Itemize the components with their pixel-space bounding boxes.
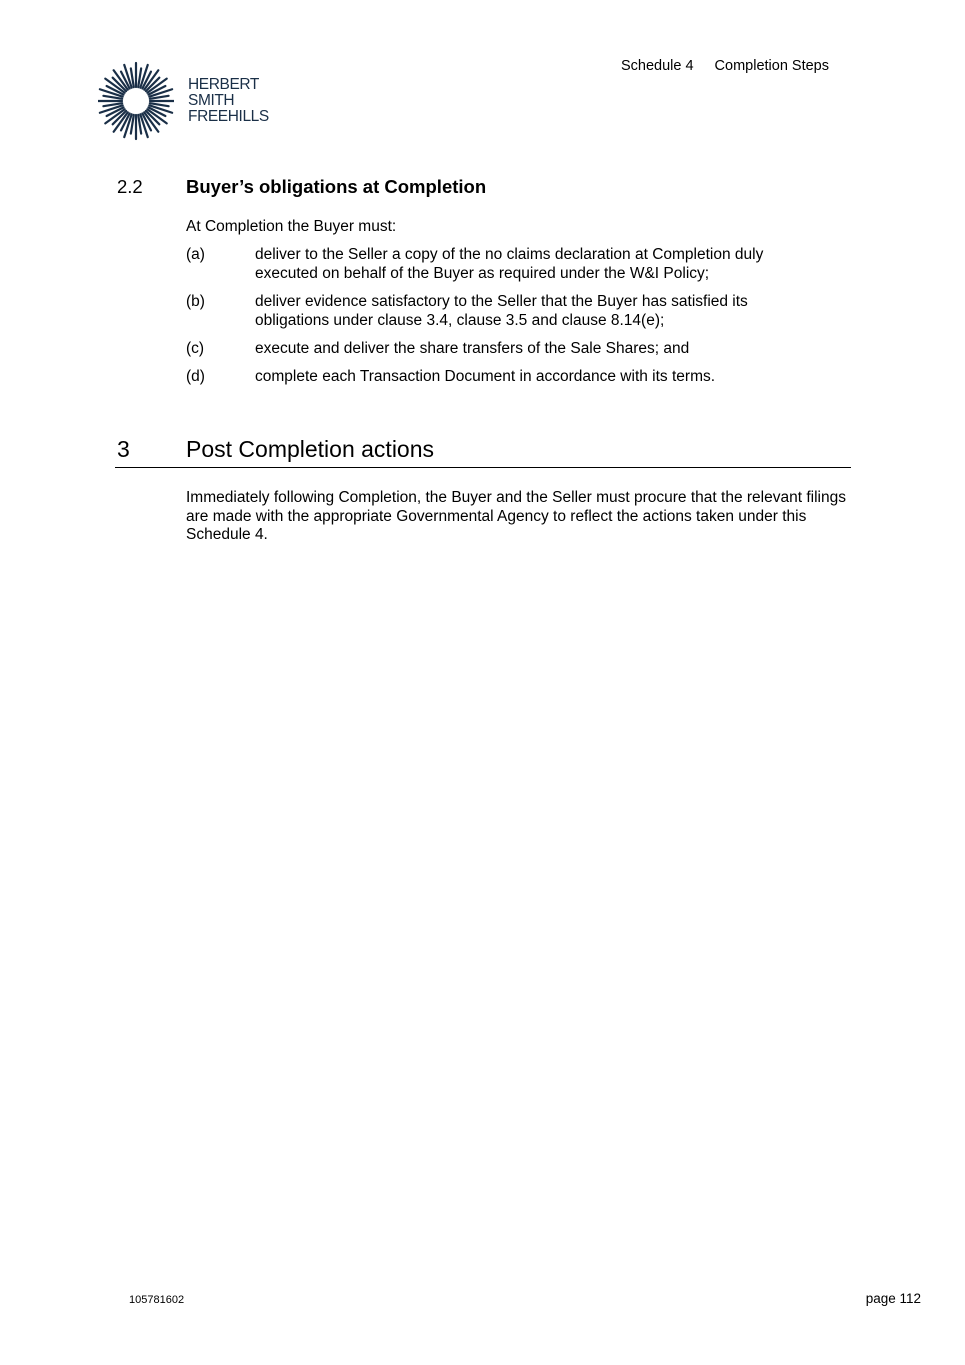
section-title: Buyer’s obligations at Completion [186,176,487,197]
section-3-body: Immediately following Completion, the Buyer and the Seller must procure that the relevant filings are made with the appropriate Governmental Agency to reflect the actions taken under this Schedule 4. [186,489,846,543]
firm-name [188,77,269,125]
document-id: 105781602 [129,1294,185,1306]
firm-name-line-1: HERBERT [188,76,259,93]
section-number: 2.2 [117,176,143,197]
firm-name-line-2: SMITH [188,92,235,109]
header-schedule: Schedule 4 [620,58,694,74]
list-item-label: (a) [186,246,205,263]
running-header [621,58,829,74]
section-2-2-intro: At Completion the Buyer must: [186,218,397,235]
heading-divider [115,467,851,468]
list-item-label: (b) [186,293,205,310]
section-title: Post Completion actions [186,436,435,462]
section-number: 3 [117,436,130,462]
firm-name-line-3: FREEHILLS [188,108,269,125]
list-item-text: deliver to the Seller a copy of the no claims declaration at Completion duly executed on behalf of the Buyer as required under the W&I Policy; [255,246,764,282]
list-item-text: complete each Transaction Document in accordance with its terms. [255,368,716,385]
page-number: page 112 [865,1291,921,1306]
list-item-text: deliver evidence satisfactory to the Seller that the Buyer has satisfied its obligations under clause 3.4, clause 3.5 and clause 8.14(e); [255,293,748,329]
list-item-text: execute and deliver the share transfers of the Sale Shares; and [255,340,690,357]
sunburst-logo-icon [98,59,174,143]
header-title: Completion Steps [714,58,829,74]
list-item-label: (d) [186,368,205,385]
firm-logo [98,59,269,143]
list-item-label: (c) [186,340,205,357]
